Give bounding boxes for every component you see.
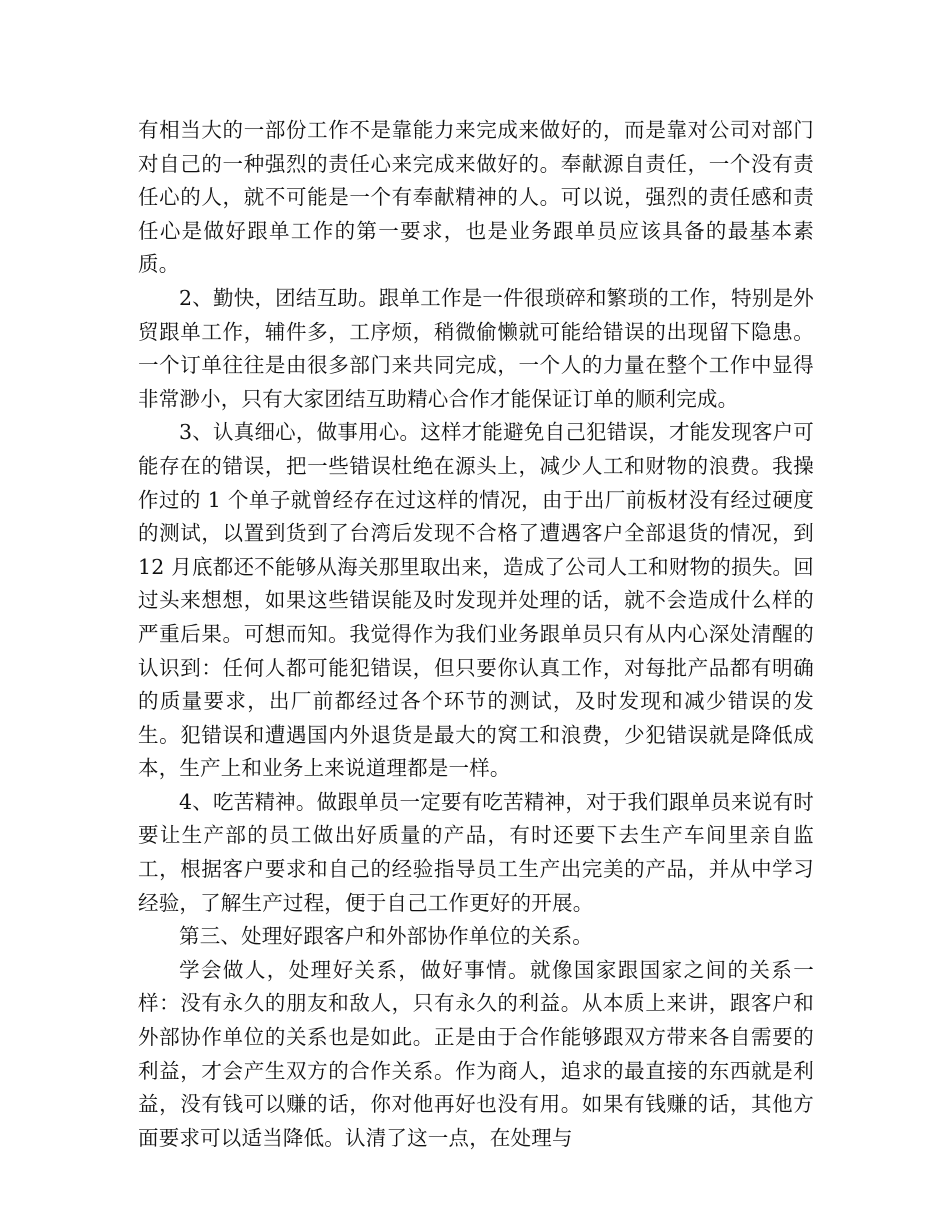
- paragraph-responsibility-continued: 有相当大的一部份工作不是靠能力来完成来做好的，而是靠对公司对部门对自己的一种强烈的责任心来完成来做好的。奉献源自责任，一个没有责任心的人，就不可能是一个有奉献精神的人。可以说，强烈的责任感和责任心是做好跟单工作的第一要求，也是业务跟单员应该具备的最基本素质。: [138, 118, 814, 277]
- paragraph-diligence-teamwork: 2、勤快，团结互助。跟单工作是一件很琐碎和繁琐的工作，特别是外贸跟单工作，辅件多，工序烦，稍微偷懒就可能给错误的出现留下隐患。一个订单往往是由很多部门来共同完成，一个人的力量在整个工作中显得非常渺小，只有大家团结互助精心合作才能保证订单的顺利完成。: [138, 285, 814, 411]
- paragraph-careful-attentive: 3、认真细心，做事用心。这样才能避免自己犯错误，才能发现客户可能存在的错误，把一些错误杜绝在源头上，减少人工和财物的浪费。我操作过的 1 个单子就曾经存在过这样的情况，由于出厂前板材没有经过硬度的测试，以置到货到了台湾后发现不合格了遭遇客户全部退货的情况，到 12 月底都还不能够从海关那里取出来，造成了公司人工和财物的损失。回过头来想想，如果这些错误能及时发现并处理的话，就不会造成什么样的严重后果。可想而知。我觉得作为我们业务跟单员只有从内心深处清醒的认识到：任何人都可能犯错误，但只要你认真工作，对每批产品都有明确的质量要求，出厂前都经过各个环节的测试，及时发现和减少错误的发生。犯错误和遭遇国内外退货是最大的窝工和浪费，少犯错误就是降低成本，生产上和业务上来说道理都是一样。: [138, 420, 814, 781]
- paragraph-hardworking-spirit: 4、吃苦精神。做跟单员一定要有吃苦精神，对于我们跟单员来说有时要让生产部的员工做出好质量的产品，有时还要下去生产车间里亲自监工，根据客户要求和自己的经验指导员工生产出完美的产品，并从中学习经验，了解生产过程，便于自己工作更好的开展。: [138, 789, 814, 915]
- section-heading-relations: 第三、处理好跟客户和外部协作单位的关系。: [179, 924, 593, 949]
- paragraph-customer-relations: 学会做人，处理好关系，做好事情。就像国家跟国家之间的关系一样：没有永久的朋友和敌人，只有永久的利益。从本质上来讲，跟客户和外部协作单位的关系也是如此。正是由于合作能够跟双方带来各自需要的利益，才会产生双方的合作关系。作为商人，追求的最直接的东西就是利益，没有钱可以赚的话，你对他再好也没有用。如果有钱赚的话，其他方面要求可以适当降低。认清了这一点，在处理与: [138, 957, 814, 1150]
- document-body: [138, 114, 814, 1155]
